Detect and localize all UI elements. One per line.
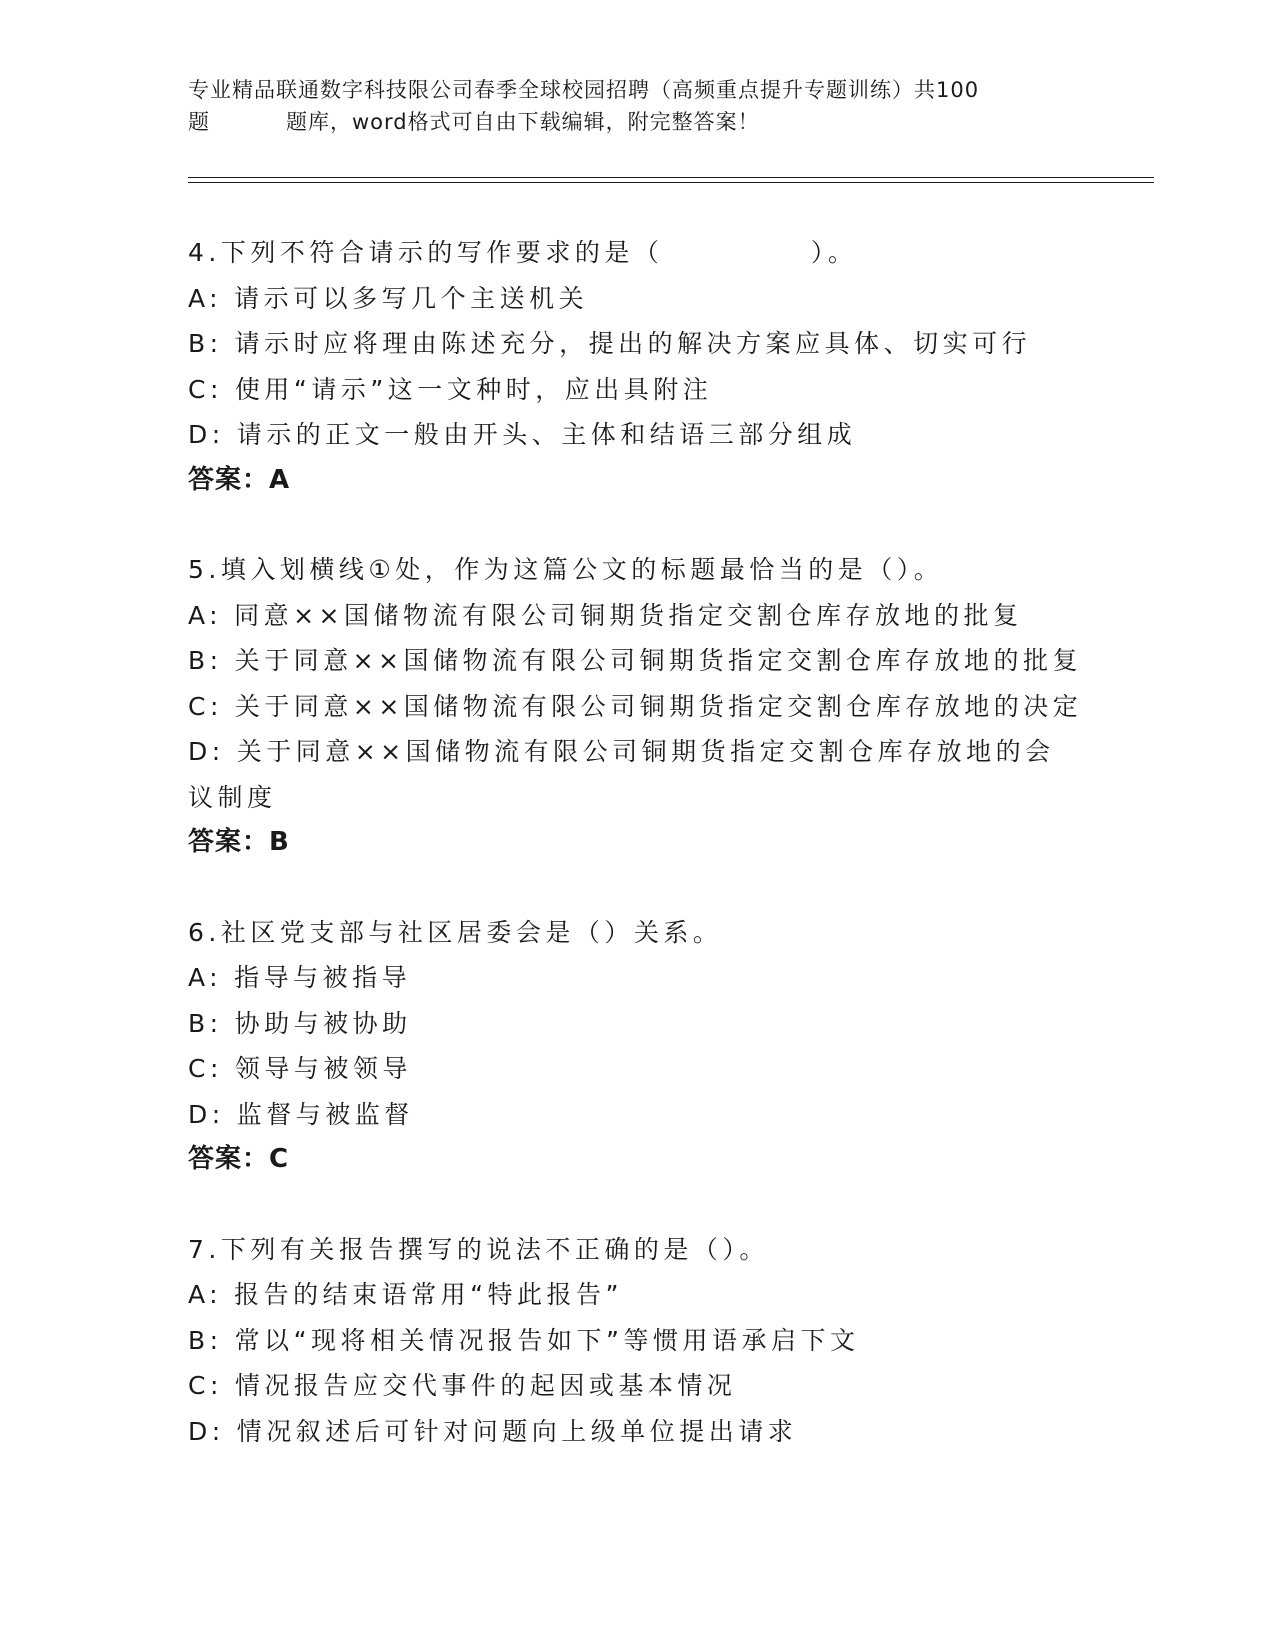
- answer-label: 答案：A: [188, 464, 291, 495]
- option-c: [188, 684, 1088, 730]
- option-key: C:: [188, 691, 223, 721]
- option-key: B:: [188, 1325, 223, 1355]
- option-d: [188, 1409, 1088, 1455]
- option-d: [188, 412, 1088, 458]
- header-rule-top: [188, 177, 1154, 178]
- option-text: 监督与被监督: [236, 1099, 414, 1129]
- option-text: 协助与被协助: [234, 1008, 412, 1038]
- question-4: [188, 230, 1088, 503]
- question-stem: 7.下列有关报告撰写的说法不正确的是（）。: [188, 1234, 769, 1264]
- header-line-2-end: 题库，word格式可自由下载编辑，附完整答案！: [286, 110, 760, 134]
- option-key: D:: [188, 1416, 225, 1446]
- option-a: [188, 593, 1088, 639]
- option-c: [188, 367, 1088, 413]
- option-c: [188, 1046, 1088, 1092]
- header-rule-bottom: [188, 182, 1154, 183]
- option-text: 关于同意××国储物流有限公司铜期货指定交割仓库存放地的决定: [234, 691, 1083, 721]
- question-7: [188, 1227, 1088, 1455]
- option-b: [188, 1318, 1088, 1364]
- header-line-1: 专业精品联通数字科技限公司春季全球校园招聘（高频重点提升专题训练）共100: [188, 78, 980, 102]
- option-key: B:: [188, 1008, 223, 1038]
- option-a: [188, 1272, 1088, 1318]
- option-key: B:: [188, 329, 223, 358]
- option-key: A:: [188, 1280, 223, 1309]
- question-list: [188, 230, 1088, 1498]
- option-key: D:: [188, 1099, 225, 1129]
- option-b: [188, 638, 1088, 684]
- option-d: [188, 729, 1068, 820]
- option-a: [188, 276, 1088, 322]
- question-6: [188, 910, 1088, 1183]
- question-stem: 4.下列不符合请示的写作要求的是（ ）。: [188, 238, 858, 267]
- question-stem: 5.填入划横线①处，作为这篇公文的标题最恰当的是（）。: [188, 555, 944, 584]
- header-gap: [210, 106, 286, 138]
- option-text: 情况叙述后可针对问题向上级单位提出请求: [236, 1416, 798, 1446]
- option-d: [188, 1092, 1088, 1138]
- option-key: D:: [188, 737, 225, 766]
- option-text: 请示的正文一般由开头、主体和结语三部分组成: [236, 420, 857, 449]
- option-text: 关于同意××国储物流有限公司铜期货指定交割仓库存放地的会议制度: [188, 737, 1055, 812]
- option-text: 常以“现将相关情况报告如下”等惯用语承启下文: [234, 1325, 860, 1355]
- option-key: A:: [188, 963, 223, 992]
- option-b: [188, 1001, 1088, 1047]
- option-a: [188, 955, 1088, 1001]
- option-text: 请示可以多写几个主送机关: [234, 283, 589, 313]
- option-text: 情况报告应交代事件的起因或基本情况: [234, 1371, 737, 1400]
- question-stem: 6.社区党支部与社区居委会是（）关系。: [188, 917, 723, 947]
- option-key: C:: [188, 1371, 223, 1400]
- option-text: 请示时应将理由陈述充分，提出的解决方案应具体、切实可行: [234, 329, 1032, 358]
- header-line-2-start: 题: [188, 110, 210, 134]
- option-key: A:: [188, 283, 223, 313]
- option-text: 同意××国储物流有限公司铜期货指定交割仓库存放地的批复: [234, 600, 1023, 630]
- header-line-2: [188, 106, 1088, 138]
- document-header: [188, 74, 1088, 138]
- answer-label: 答案：C: [188, 1144, 290, 1174]
- option-key: A:: [188, 600, 223, 630]
- option-key: D:: [188, 420, 225, 449]
- answer-label: 答案：B: [188, 827, 290, 857]
- option-key: C:: [188, 374, 223, 404]
- option-b: [188, 321, 1088, 367]
- option-key: C:: [188, 1054, 223, 1083]
- option-c: [188, 1363, 1088, 1409]
- option-text: 领导与被领导: [234, 1054, 412, 1083]
- option-text: 关于同意××国储物流有限公司铜期货指定交割仓库存放地的批复: [234, 646, 1082, 675]
- option-text: 使用“请示”这一文种时，应出具附注: [234, 374, 713, 404]
- option-text: 报告的结束语常用“特此报告”: [234, 1280, 623, 1309]
- question-5: [188, 547, 1088, 866]
- option-text: 指导与被指导: [234, 963, 412, 992]
- option-key: B:: [188, 646, 223, 675]
